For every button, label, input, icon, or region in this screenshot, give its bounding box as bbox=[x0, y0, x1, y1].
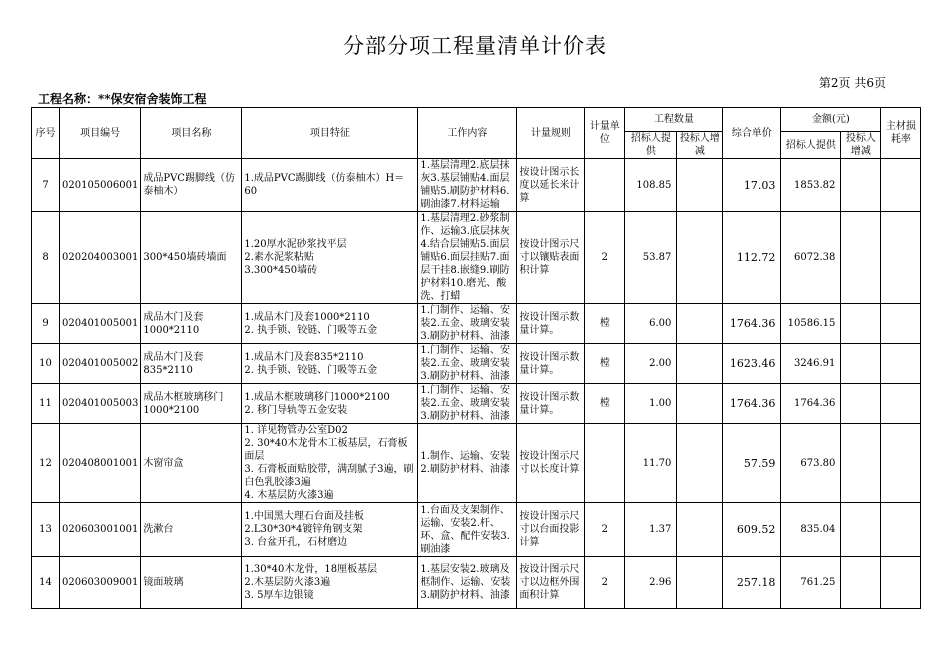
cell-loss bbox=[881, 384, 921, 424]
work-line: 1.基层安装2.玻璃及框制作、运输、安装3.刷防护材料、油漆 bbox=[420, 564, 511, 601]
cell-loss bbox=[881, 304, 921, 344]
rule-line: 按设计图示尺寸以台面投影计算 bbox=[519, 511, 580, 548]
rule-line: 按设计图示尺寸以长度计算 bbox=[519, 451, 580, 475]
cell-qty-bidder bbox=[677, 304, 723, 344]
cell-qty-bidder bbox=[677, 557, 723, 609]
cell-seq: 7 bbox=[32, 159, 60, 212]
table-row bbox=[32, 503, 921, 557]
cell-loss bbox=[881, 503, 921, 557]
cell-qty: 1.00 bbox=[625, 384, 677, 424]
cell-feature bbox=[242, 212, 418, 304]
cell-qty: 108.85 bbox=[625, 159, 677, 212]
cell-seq: 11 bbox=[32, 384, 60, 424]
cell-amt-bidder bbox=[841, 212, 881, 304]
cell-amount: 1853.82 bbox=[781, 159, 841, 212]
cell-price: 17.03 bbox=[723, 159, 781, 212]
cell-rule bbox=[517, 503, 585, 557]
cell-loss bbox=[881, 344, 921, 384]
cell-feature bbox=[242, 384, 418, 424]
cell-work bbox=[418, 384, 517, 424]
cell-work bbox=[418, 344, 517, 384]
cell-amount: 6072.38 bbox=[781, 212, 841, 304]
feature-line: 2. 执手锁、铰链、门吸等五金 bbox=[244, 364, 378, 376]
cell-work bbox=[418, 212, 517, 304]
cell-feature bbox=[242, 503, 418, 557]
cell-code: 020603009001 bbox=[60, 557, 141, 609]
page-number: 第2页 共6页 bbox=[818, 76, 886, 90]
cell-qty-bidder bbox=[677, 212, 723, 304]
name-line: 成品木门及套1000*2110 bbox=[143, 311, 204, 336]
work-line: 1.台面及支架制作、运输、安装2.杆、环、盒、配件安装3.刷油漆 bbox=[420, 504, 510, 555]
work-line: 1.门制作、运输、安装2.五金、玻璃安装3.刷防护材料、油漆 bbox=[420, 345, 510, 382]
name-line: 成品木框玻璃移门1000*2100 bbox=[143, 391, 224, 416]
cell-price: 1764.36 bbox=[723, 304, 781, 344]
cell-feature bbox=[242, 159, 418, 212]
bill-table bbox=[31, 107, 921, 609]
rule-line: 按设计图示尺寸以边框外围面积计算 bbox=[519, 564, 580, 601]
header-amt-bid: 招标人提供 bbox=[781, 132, 841, 159]
cell-name bbox=[141, 159, 242, 212]
cell-amount: 761.25 bbox=[781, 557, 841, 609]
cell-rule bbox=[517, 304, 585, 344]
feature-line: 1.30*40木龙骨，18厘板基层 bbox=[244, 564, 378, 575]
rule-line: 按设计图示数量计算。 bbox=[519, 351, 580, 376]
cell-rule bbox=[517, 557, 585, 609]
table-row bbox=[32, 212, 921, 304]
feature-line: 2.木基层防火漆3遍 bbox=[244, 577, 331, 588]
work-line: 1.基层清理2.底层抹灰3.基层铺贴4.面层铺贴5.刷防护材料6.刷油漆7.材料运输 bbox=[420, 160, 510, 210]
feature-line: 2. 执手锁、铰链、门吸等五金 bbox=[244, 324, 378, 336]
feature-line: 1.20厚水泥砂浆找平层 bbox=[244, 239, 347, 250]
cell-work bbox=[418, 159, 517, 212]
table-row bbox=[32, 344, 921, 384]
cell-price: 609.52 bbox=[723, 503, 781, 557]
header-seq: 序号 bbox=[32, 108, 60, 159]
cell-price: 257.18 bbox=[723, 557, 781, 609]
name-line: 成品木门及套835*2110 bbox=[143, 351, 204, 376]
work-line: 1.基层清理2.砂浆制作、运输3.底层抹灰4.结合层铺贴5.面层铺贴6.面层挂贴7.面层干挂8.嵌缝9.刷防护材料10.磨光、酸洗、打蜡 bbox=[420, 213, 510, 302]
header-rule: 计量规则 bbox=[517, 108, 585, 159]
cell-qty-bidder bbox=[677, 159, 723, 212]
cell-seq: 9 bbox=[32, 304, 60, 344]
cell-unit bbox=[585, 424, 625, 503]
cell-price: 1764.36 bbox=[723, 384, 781, 424]
feature-line: 1.成品PVC踢脚线（仿泰柚木）H＝60 bbox=[244, 173, 405, 197]
table-row bbox=[32, 304, 921, 344]
cell-unit: 2 bbox=[585, 503, 625, 557]
feature-line: 2.素水泥浆粘贴 bbox=[244, 252, 314, 263]
cell-work bbox=[418, 304, 517, 344]
cell-name bbox=[141, 384, 242, 424]
cell-seq: 14 bbox=[32, 557, 60, 609]
header-unit-price: 综合单价 bbox=[723, 108, 781, 159]
cell-qty: 2.96 bbox=[625, 557, 677, 609]
cell-loss bbox=[881, 424, 921, 503]
cell-unit: 2 bbox=[585, 212, 625, 304]
cell-rule bbox=[517, 384, 585, 424]
cell-qty: 2.00 bbox=[625, 344, 677, 384]
cell-amount: 673.80 bbox=[781, 424, 841, 503]
cell-qty-bidder bbox=[677, 384, 723, 424]
work-line: 1.门制作、运输、安装2.五金、玻璃安装3.刷防护材料、油漆 bbox=[420, 385, 510, 422]
cell-amount: 835.04 bbox=[781, 503, 841, 557]
name-line: 洗漱台 bbox=[143, 524, 174, 535]
cell-name bbox=[141, 212, 242, 304]
header-unit: 计量单位 bbox=[585, 108, 625, 159]
feature-line: 1.成品木门及套1000*2110 bbox=[244, 311, 370, 323]
name-line: 300*450墙砖墙面 bbox=[143, 252, 227, 263]
header-feature: 项目特征 bbox=[242, 108, 418, 159]
feature-line: 3. 台盆开孔，石材磨边 bbox=[244, 537, 348, 548]
cell-name bbox=[141, 424, 242, 503]
cell-qty-bidder bbox=[677, 503, 723, 557]
feature-line: 3. 石膏板面贴胶带，满刮腻子3遍，刷白色乳胶漆3遍 bbox=[244, 464, 414, 488]
cell-work bbox=[418, 557, 517, 609]
header-loss: 主材损耗率 bbox=[881, 108, 921, 159]
feature-line: 1.中国黑大理石台面及挂板 bbox=[244, 511, 364, 522]
cell-unit: 樘 bbox=[585, 344, 625, 384]
rule-line: 按设计图示数量计算。 bbox=[519, 311, 580, 336]
feature-line: 1.成品木框玻璃移门1000*2100 bbox=[244, 391, 390, 403]
feature-line: 2.L30*30*4镀锌角钢支架 bbox=[244, 524, 363, 535]
cell-loss bbox=[881, 212, 921, 304]
name-line: 成品PVC踢脚线（仿泰柚木） bbox=[143, 173, 235, 197]
cell-feature bbox=[242, 424, 418, 503]
cell-name bbox=[141, 344, 242, 384]
header-name: 项目名称 bbox=[141, 108, 242, 159]
feature-line: 3. 5厚车边银镜 bbox=[244, 590, 314, 601]
cell-code: 020105006001 bbox=[60, 159, 141, 212]
cell-qty-bidder bbox=[677, 344, 723, 384]
cell-amt-bidder bbox=[841, 503, 881, 557]
cell-qty: 1.37 bbox=[625, 503, 677, 557]
page-title: 分部分项工程量清单计价表 bbox=[343, 34, 607, 58]
cell-rule bbox=[517, 212, 585, 304]
work-line: 1.制作、运输、安装2.刷防护材料、油漆 bbox=[420, 451, 510, 475]
cell-amt-bidder bbox=[841, 384, 881, 424]
work-line: 1.门制作、运输、安装2.五金、玻璃安装3.刷防护材料、油漆 bbox=[420, 305, 510, 342]
cell-qty: 11.70 bbox=[625, 424, 677, 503]
cell-feature bbox=[242, 304, 418, 344]
cell-unit bbox=[585, 159, 625, 212]
cell-amount: 1764.36 bbox=[781, 384, 841, 424]
cell-feature bbox=[242, 344, 418, 384]
feature-line: 2. 移门导轨等五金安装 bbox=[244, 404, 348, 416]
cell-code: 020401005001 bbox=[60, 304, 141, 344]
cell-work bbox=[418, 424, 517, 503]
cell-amt-bidder bbox=[841, 304, 881, 344]
cell-seq: 13 bbox=[32, 503, 60, 557]
cell-price: 112.72 bbox=[723, 212, 781, 304]
cell-work bbox=[418, 503, 517, 557]
cell-price: 1623.46 bbox=[723, 344, 781, 384]
cell-seq: 12 bbox=[32, 424, 60, 503]
cell-unit: 2 bbox=[585, 557, 625, 609]
cell-loss bbox=[881, 159, 921, 212]
cell-code: 020408001001 bbox=[60, 424, 141, 503]
name-line: 木窗帘盒 bbox=[143, 457, 184, 469]
cell-qty-bidder bbox=[677, 424, 723, 503]
feature-line: 2. 30*40木龙骨木工板基层，石膏板面层 bbox=[244, 438, 408, 462]
rule-line: 按设计图示尺寸以镶贴表面积计算 bbox=[519, 239, 580, 276]
cell-qty: 53.87 bbox=[625, 212, 677, 304]
header-qty-bid: 招标人提供 bbox=[625, 132, 677, 159]
rule-line: 按设计图示长度以延长米计算 bbox=[519, 166, 580, 204]
header-amt-bidder: 投标人增减 bbox=[841, 132, 881, 159]
header-code: 项目编号 bbox=[60, 108, 141, 159]
header-work: 工作内容 bbox=[418, 108, 517, 159]
cell-amt-bidder bbox=[841, 557, 881, 609]
feature-line: 3.300*450墙砖 bbox=[244, 265, 318, 276]
cell-amt-bidder bbox=[841, 344, 881, 384]
header-amount-group: 金额(元) bbox=[781, 108, 881, 132]
cell-feature bbox=[242, 557, 418, 609]
feature-line: 4. 木基层防火漆3遍 bbox=[244, 490, 334, 501]
cell-name bbox=[141, 503, 242, 557]
cell-unit: 樘 bbox=[585, 304, 625, 344]
cell-price: 57.59 bbox=[723, 424, 781, 503]
cell-code: 020401005002 bbox=[60, 344, 141, 384]
cell-rule bbox=[517, 424, 585, 503]
table-row bbox=[32, 384, 921, 424]
cell-code: 020204003001 bbox=[60, 212, 141, 304]
cell-amount: 3246.91 bbox=[781, 344, 841, 384]
cell-unit: 樘 bbox=[585, 384, 625, 424]
cell-code: 020603001001 bbox=[60, 503, 141, 557]
cell-loss bbox=[881, 557, 921, 609]
name-line: 镜面玻璃 bbox=[143, 577, 184, 588]
cell-rule bbox=[517, 344, 585, 384]
feature-line: 1.成品木门及套835*2110 bbox=[244, 351, 364, 363]
project-name: 工程名称：**保安宿舍装饰工程 bbox=[38, 92, 207, 106]
cell-amt-bidder bbox=[841, 159, 881, 212]
header-qty-group: 工程数量 bbox=[625, 108, 723, 132]
table-body bbox=[32, 159, 921, 609]
feature-line: 1. 详见物管办公室D02 bbox=[244, 425, 348, 436]
table-row bbox=[32, 557, 921, 609]
cell-seq: 8 bbox=[32, 212, 60, 304]
cell-amt-bidder bbox=[841, 424, 881, 503]
cell-rule bbox=[517, 159, 585, 212]
table-row bbox=[32, 424, 921, 503]
cell-code: 020401005003 bbox=[60, 384, 141, 424]
header-qty-bidder: 投标人增减 bbox=[677, 132, 723, 159]
cell-amount: 10586.15 bbox=[781, 304, 841, 344]
table-row bbox=[32, 159, 921, 212]
cell-qty: 6.00 bbox=[625, 304, 677, 344]
cell-name bbox=[141, 557, 242, 609]
rule-line: 按设计图示数量计算。 bbox=[519, 391, 580, 416]
cell-name bbox=[141, 304, 242, 344]
cell-seq: 10 bbox=[32, 344, 60, 384]
